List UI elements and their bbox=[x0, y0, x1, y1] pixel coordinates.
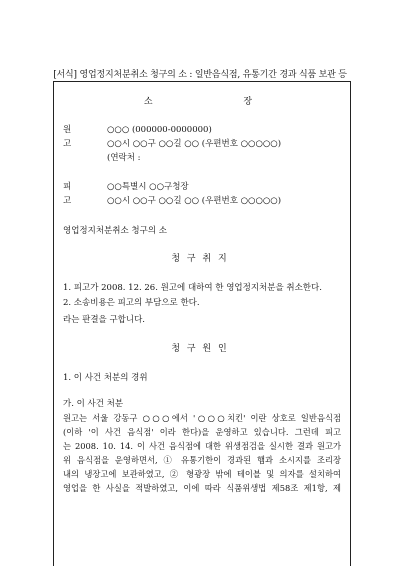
defendant-name: ○○특별시 ○○구청장 bbox=[107, 182, 189, 192]
paragraph-line: (이하 '이 사건 음식점' 이라 한다)을 운영하고 있습니다. 그런데 피고 bbox=[63, 427, 341, 437]
defendant-details bbox=[107, 180, 281, 208]
paragraph-line: 원고는 서울 강동구 ○○○에서 '○○○치킨' 이란 상호로 일반음식점 bbox=[63, 413, 341, 423]
paragraph-line: 위 음식점을 운영하면서, ① 유통기한이 경과된 햄과 소시지를 조리장 bbox=[63, 455, 341, 465]
cause-heading-1: 1. 이 사건 처분의 경위 bbox=[63, 373, 148, 383]
claim-item-1: 1. 피고가 2008. 12. 26. 원고에 대하여 한 영업정지처분을 취소한다. bbox=[63, 283, 322, 293]
cause-subheading: 가. 이 사건 처분 bbox=[63, 399, 124, 409]
plaintiff-details bbox=[107, 123, 281, 165]
claim-closing: 라는 판결을 구합니다. bbox=[63, 315, 146, 325]
case-name: 영업정지처분취소 청구의 소 bbox=[63, 226, 167, 236]
cause-paragraph bbox=[63, 411, 341, 495]
claim-section-title: 청 구 취 지 bbox=[171, 254, 229, 264]
form-title: [서식] 영업정지처분취소 청구의 소 : 일반음식점, 유통기간 경과 식품 보관 등 bbox=[53, 70, 347, 80]
plaintiff-label: 원 고 bbox=[63, 125, 86, 149]
document-title: 소 장 bbox=[143, 97, 297, 107]
plaintiff-contact: (연락처 : bbox=[107, 153, 141, 163]
defendant-label: 피 고 bbox=[63, 182, 86, 206]
defendant-address: ○○시 ○○구 ○○길 ○○ (우편번호 ○○○○○) bbox=[107, 196, 282, 206]
plaintiff-name: ○○○ (000000-0000000) bbox=[107, 125, 212, 135]
plaintiff-address: ○○시 ○○구 ○○길 ○○ (우편번호 ○○○○○) bbox=[107, 139, 282, 149]
claim-item-2: 2. 소송비용은 피고의 부담으로 한다. bbox=[63, 298, 200, 308]
cause-section-title: 청 구 원 인 bbox=[171, 344, 229, 354]
paragraph-line: 는 2008. 10. 14. 이 사건 음식점에 대한 위생점검을 실시한 결과 원고가 bbox=[63, 441, 341, 451]
paragraph-line: 내의 냉장고에 보관하였고, ② 형광장 밖에 테이블 및 의자를 설치하여 bbox=[63, 469, 341, 479]
paragraph-line: 영업을 한 사실을 적발하였고, 이에 따라 식품위생법 제58조 제1항, 제 bbox=[63, 483, 341, 493]
